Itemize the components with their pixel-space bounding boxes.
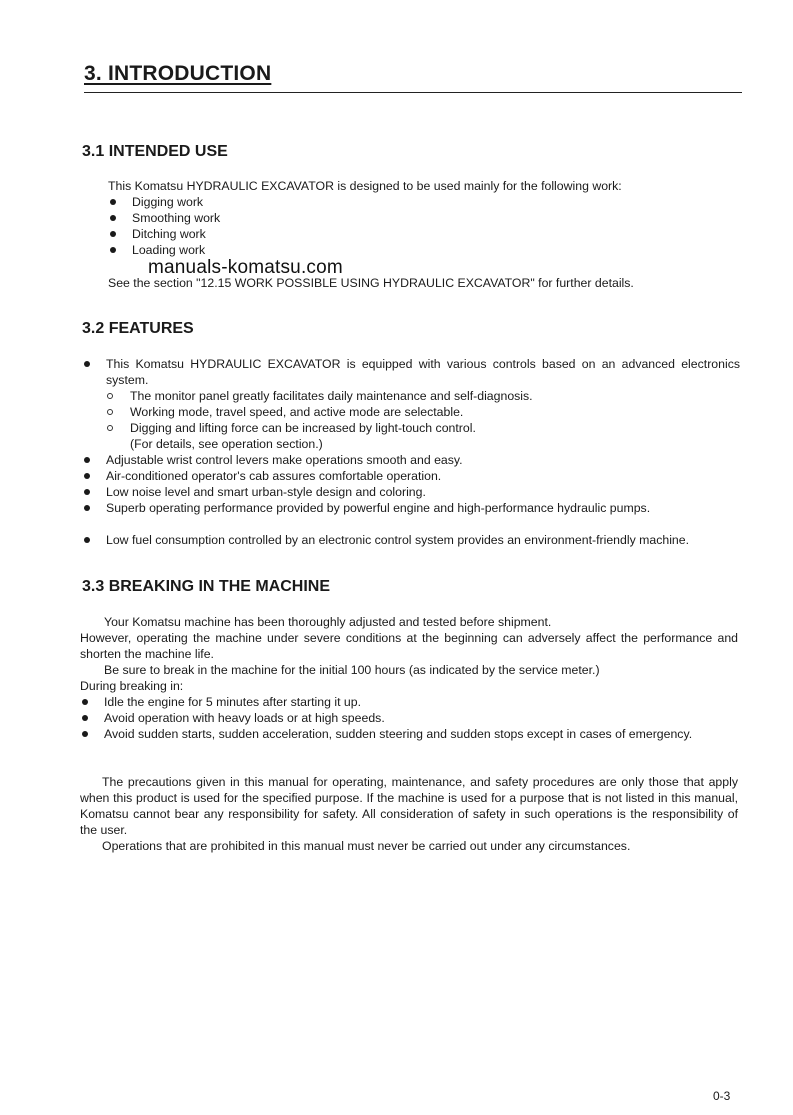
bullet-icon <box>84 505 90 511</box>
sub-bullet-icon <box>107 425 113 431</box>
list-item: Avoid sudden starts, sudden acceleration, sudden steering and sudden stops except in cases of emergency. <box>104 727 693 741</box>
feature-item: This Komatsu HYDRAULIC EXCAVATOR is equipped with various controls based on an advanced electronics system. <box>106 357 740 387</box>
feature-item: Air-conditioned operator's cab assures comfortable operation. <box>106 469 442 483</box>
feature-item: Superb operating performance provided by powerful engine and high-performance hydraulic pumps. <box>106 501 651 515</box>
bullet-icon <box>84 457 90 463</box>
section-title-features: 3.2 FEATURES <box>82 320 194 337</box>
feature-sub-note: (For details, see operation section.) <box>130 437 323 451</box>
bullet-icon <box>84 473 90 479</box>
chapter-title: 3. INTRODUCTION <box>84 62 272 85</box>
list-item: Idle the engine for 5 minutes after starting it up. <box>104 695 362 709</box>
section-title-intended-use: 3.1 INTENDED USE <box>82 143 228 160</box>
bullet-icon <box>84 489 90 495</box>
bullet-icon <box>110 199 116 205</box>
breaking-in-paragraph: Be sure to break in the machine for the initial 100 hours (as indicated by the service meter.) <box>104 663 600 677</box>
bullet-icon <box>110 247 116 253</box>
prohibited-paragraph: Operations that are prohibited in this manual must never be carried out under any circumstances. <box>102 839 631 853</box>
bullet-icon <box>82 699 88 705</box>
bullet-icon <box>110 231 116 237</box>
breaking-in-paragraph: However, operating the machine under severe conditions at the beginning can adversely affect the performance and shorten the machine life. <box>80 631 738 661</box>
page-number: 0-3 <box>713 1089 731 1103</box>
list-item: Smoothing work <box>132 211 221 225</box>
intended-use-intro: This Komatsu HYDRAULIC EXCAVATOR is designed to be used mainly for the following work: <box>108 179 622 193</box>
feature-sub-item: Digging and lifting force can be increased by light-touch control. <box>130 421 476 435</box>
bullet-icon <box>110 215 116 221</box>
section-title-breaking-in: 3.3 BREAKING IN THE MACHINE <box>82 578 331 595</box>
list-item: Avoid operation with heavy loads or at high speeds. <box>104 711 385 725</box>
feature-sub-item: The monitor panel greatly facilitates daily maintenance and self-diagnosis. <box>130 389 533 403</box>
feature-item: Low noise level and smart urban-style design and coloring. <box>106 485 426 499</box>
feature-item: Adjustable wrist control levers make operations smooth and easy. <box>106 453 463 467</box>
list-item: Digging work <box>132 195 204 209</box>
precautions-paragraph: The precautions given in this manual for operating, maintenance, and safety procedures are only those that apply when this product is used for the specified purpose. If the machine is used for a purpose that is not listed in this manual, Komatsu cannot bear any responsibility for safety. All consideration of safety in such operations is the responsibility of the user. <box>80 775 738 837</box>
sub-bullet-icon <box>107 393 113 399</box>
bullet-icon <box>84 537 90 543</box>
bullet-icon <box>84 361 90 367</box>
breaking-in-paragraph: Your Komatsu machine has been thoroughly adjusted and tested before shipment. <box>104 615 552 629</box>
breaking-in-label: During breaking in: <box>80 679 184 693</box>
list-item: Ditching work <box>132 227 206 241</box>
feature-item: Low fuel consumption controlled by an electronic control system provides an environment-friendly machine. <box>106 533 690 547</box>
watermark: manuals-komatsu.com <box>148 257 343 278</box>
list-item: Loading work <box>132 243 206 257</box>
title-rule <box>84 92 742 93</box>
bullet-icon <box>82 715 88 721</box>
see-also-note: See the section "12.15 WORK POSSIBLE USING HYDRAULIC EXCAVATOR" for further details. <box>108 276 634 290</box>
feature-sub-item: Working mode, travel speed, and active mode are selectable. <box>130 405 464 419</box>
bullet-icon <box>82 731 88 737</box>
sub-bullet-icon <box>107 409 113 415</box>
